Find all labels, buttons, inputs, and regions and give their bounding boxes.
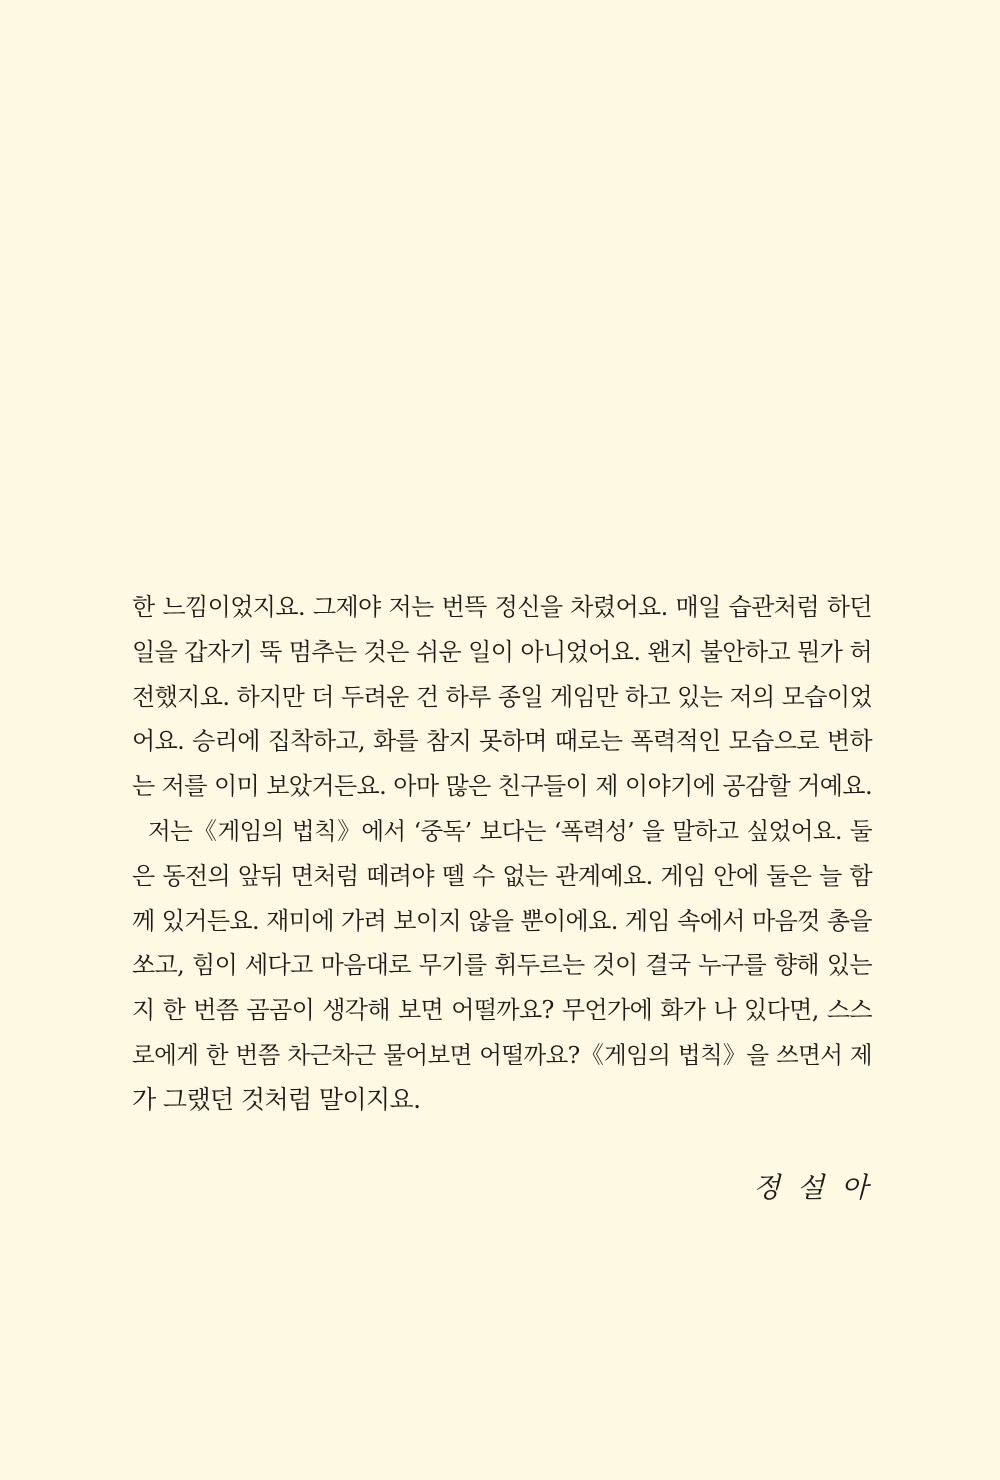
text-line: 은 동전의 앞뒤 면처럼 떼려야 뗄 수 없는 관계예요. 게임 안에 둘은 늘 함 [132, 861, 872, 890]
text-line: 전했지요. 하지만 더 두려운 건 하루 종일 게임만 하고 있는 저의 모습이었 [132, 682, 872, 711]
text-line: 지 한 번쯤 곰곰이 생각해 보면 어떨까요? 무언가에 화가 나 있다면, 스스 [132, 996, 872, 1025]
text-line: 가 그랬던 것처럼 말이지요. [132, 1084, 421, 1114]
text-line: 로에게 한 번쯤 차근차근 물어보면 어떨까요?《게임의 법칙》을 쓰면서 제 [132, 1040, 872, 1069]
body-text [132, 585, 872, 1123]
author-signature: 정 설 아 [753, 1171, 872, 1204]
text-line: 한 느낌이었지요. 그제야 저는 번뜩 정신을 차렸어요. 매일 습관처럼 하던 [132, 593, 872, 621]
text-line: 저는《게임의 법칙》에서 ‘중독’ 보다는 ‘폭력성’ 을 말하고 싶었어요. 둘 [148, 816, 872, 845]
text-line: 어요. 승리에 집착하고, 화를 참지 못하며 때로는 폭력적인 모습으로 변하 [132, 727, 872, 756]
text-line: 쏘고, 힘이 세다고 마음대로 무기를 휘두르는 것이 결국 누구를 향해 있는 [132, 951, 872, 980]
text-line: 일을 갑자기 뚝 멈추는 것은 쉬운 일이 아니었어요. 왠지 불안하고 뭔가 허 [132, 637, 872, 666]
text-line: 께 있거든요. 재미에 가려 보이지 않을 뿐이에요. 게임 속에서 마음껏 총을 [132, 906, 872, 935]
text-line: 는 저를 이미 보았거든요. 아마 많은 친구들이 제 이야기에 공감할 거예요. [132, 772, 872, 801]
